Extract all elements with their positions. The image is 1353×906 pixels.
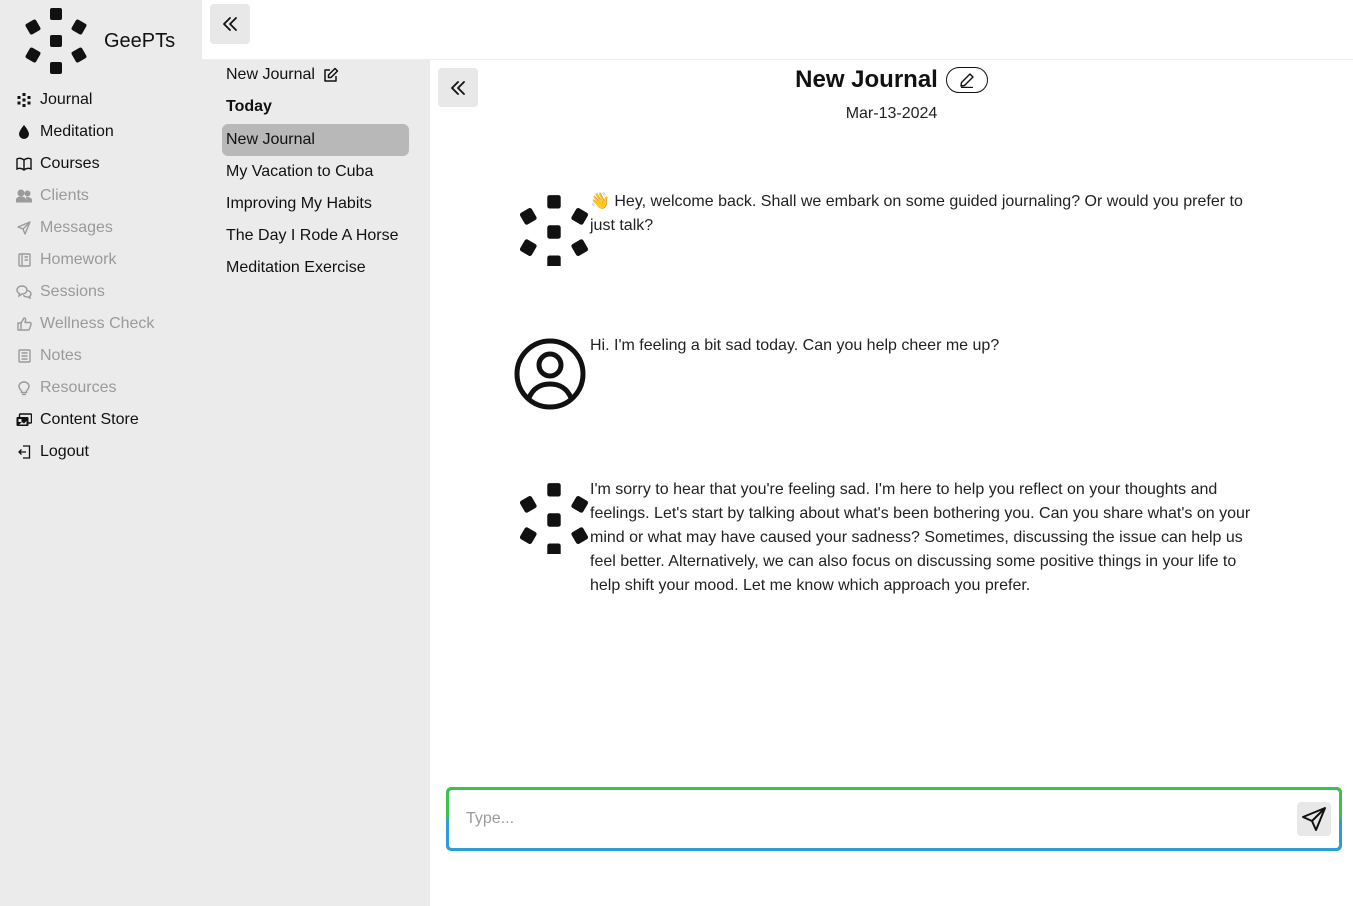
assistant-avatar-icon [512,190,588,266]
sidebar-item-content-store[interactable] [0,404,202,436]
chat-message-user [512,334,1272,410]
journal-item[interactable]: Improving My Habits [226,195,372,212]
journal-group-today: Today [226,98,272,115]
sidebar-item-label: Content Store [40,411,139,428]
brand[interactable] [22,6,175,76]
pencil-icon [959,72,975,88]
sidebar-item-label: Logout [40,443,89,460]
chat-date: Mar-13-2024 [845,105,938,122]
book-icon [16,156,32,172]
store-icon [16,412,32,428]
sidebar-item-label: Messages [40,219,113,236]
sidebar-item-label: Notes [40,347,82,364]
sidebar-item-label: Journal [40,91,93,108]
send-icon [16,220,32,236]
composer-inner [449,790,1339,848]
lightbulb-icon [16,380,32,396]
thumbs-up-icon [16,316,32,332]
dots-icon [16,92,32,108]
sidebar-item-logout[interactable] [0,436,202,468]
journal-item[interactable]: New Journal [222,124,409,156]
chat-title: New Journal [795,66,938,93]
sidebar-item-label: Meditation [40,123,114,140]
send-button[interactable] [1297,802,1331,836]
sidebar-item-label: Wellness Check [40,315,155,332]
notebook-icon [16,252,32,268]
droplet-icon [16,124,32,140]
sidebar-item-resources[interactable] [0,372,202,404]
collapse-sidebar-button[interactable] [210,4,250,44]
sidebar-item-sessions[interactable] [0,276,202,308]
sidebar-item-label: Homework [40,251,117,268]
sidebar-item-label: Resources [40,379,117,396]
journal-item[interactable]: Meditation Exercise [226,259,366,276]
edit-icon [323,67,339,83]
assistant-avatar-icon [512,478,588,554]
chevrons-left-icon [222,17,238,31]
sidebar-item-courses[interactable] [0,148,202,180]
chat-icon [16,284,32,300]
sidebar-item-journal[interactable] [0,84,202,116]
new-journal-label: New Journal [226,66,315,83]
sidebar-item-messages[interactable] [0,212,202,244]
journal-list [222,124,409,284]
sidebar-item-label: Clients [40,187,89,204]
notes-icon [16,348,32,364]
sidebar-item-clients[interactable] [0,180,202,212]
message-composer [446,787,1342,851]
brand-name: GeePTs [104,29,176,52]
sidebar-item-homework[interactable] [0,244,202,276]
new-journal-button[interactable] [226,66,339,84]
sidebar [0,0,202,906]
logout-icon [16,444,32,460]
sidebar-item-meditation[interactable] [0,116,202,148]
journal-item[interactable]: My Vacation to Cuba [226,163,374,180]
sidebar-item-notes[interactable] [0,340,202,372]
message-input[interactable] [449,790,1269,848]
sidebar-item-label: Courses [40,155,100,172]
sidebar-item-label: Sessions [40,283,105,300]
sidebar-item-wellness-check[interactable] [0,308,202,340]
edit-title-button[interactable] [946,67,988,93]
send-icon [1301,806,1327,832]
journal-list-panel [202,60,430,906]
user-avatar-icon [512,334,588,410]
geepts-logo-icon [22,7,90,75]
message-text: Hi. I'm feeling a bit sad today. Can you help cheer me up? [590,337,1000,354]
chat-header [430,66,1353,94]
message-text: I'm sorry to hear that you're feeling sad. I'm here to help you reflect on your thoughts and feelings. Let's start by talking about what's been bothering you. Can you share what's on your mind or what may have caused your sadness? Sometimes, discussing the issue can help us feel better. Alternatively, we can also focus on discussing some positive things in your life to help shift your mood. Let me know which approach you prefer. [590,481,1251,594]
users-icon [16,188,32,204]
message-text: 👋 Hey, welcome back. Shall we embark on some guided journaling? Or would you prefer to just talk? [590,193,1243,234]
chat-message-assistant [512,190,1272,266]
chat-message-assistant [512,478,1272,598]
journal-item[interactable]: The Day I Rode A Horse [226,227,399,244]
sidebar-nav [0,84,202,468]
